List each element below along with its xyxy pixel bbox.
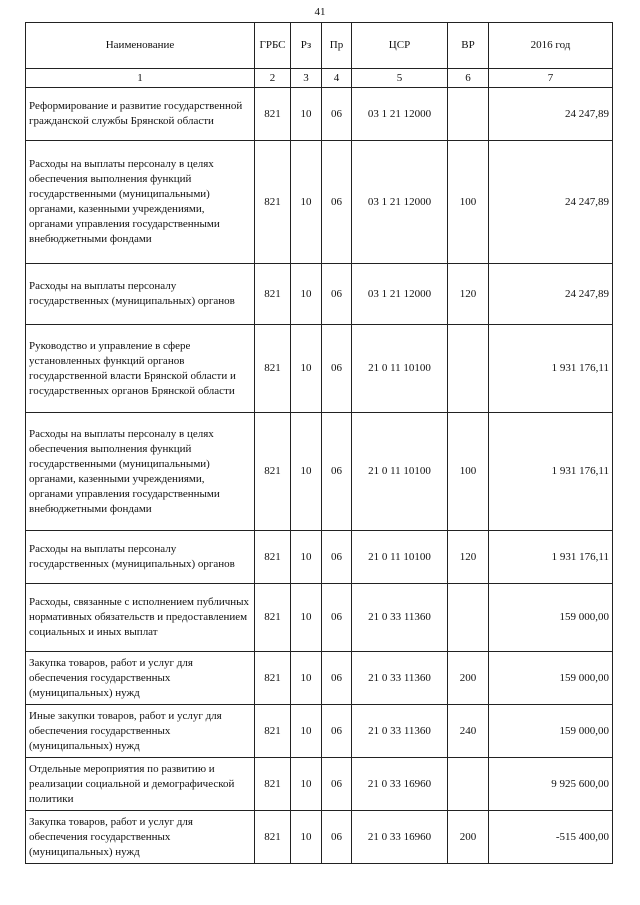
row-grbs: 821	[255, 652, 291, 705]
row-grbs: 821	[255, 141, 291, 264]
row-amount: 159 000,00	[489, 652, 613, 705]
row-vr	[448, 88, 489, 141]
row-rz: 10	[291, 652, 322, 705]
row-vr: 200	[448, 811, 489, 864]
row-pr: 06	[322, 325, 352, 413]
budget-table	[25, 22, 613, 864]
row-name: Закупка товаров, работ и услуг для обеспечения государственных (муниципальных) нужд	[26, 652, 255, 705]
table-row	[26, 413, 613, 531]
row-csr: 21 0 33 11360	[352, 652, 448, 705]
row-amount: 24 247,89	[489, 141, 613, 264]
row-name: Отдельные мероприятия по развитию и реализации социальной и демографической политики	[26, 758, 255, 811]
column-number: 2	[255, 69, 291, 88]
column-number: 6	[448, 69, 489, 88]
row-name: Руководство и управление в сфере установленных функций органов государственной власти Брянской области и государственных органов Брянской области	[26, 325, 255, 413]
table-row	[26, 264, 613, 325]
row-amount: 9 925 600,00	[489, 758, 613, 811]
row-rz: 10	[291, 141, 322, 264]
row-amount: 24 247,89	[489, 264, 613, 325]
header-rz: Рз	[291, 23, 322, 69]
header-pr: Пр	[322, 23, 352, 69]
row-vr: 120	[448, 531, 489, 584]
row-name: Расходы на выплаты персоналу в целях обеспечения выполнения функций государственными (муниципальными) органами, казенными учреждениями, органами управления государственными внебюджетными фондами	[26, 141, 255, 264]
row-rz: 10	[291, 531, 322, 584]
row-grbs: 821	[255, 88, 291, 141]
row-rz: 10	[291, 705, 322, 758]
row-csr: 21 0 11 10100	[352, 325, 448, 413]
row-pr: 06	[322, 88, 352, 141]
table-row	[26, 88, 613, 141]
row-rz: 10	[291, 413, 322, 531]
row-pr: 06	[322, 264, 352, 325]
column-number: 7	[489, 69, 613, 88]
row-vr: 200	[448, 652, 489, 705]
row-csr: 21 0 33 16960	[352, 758, 448, 811]
row-grbs: 821	[255, 531, 291, 584]
table-row	[26, 325, 613, 413]
table-row	[26, 705, 613, 758]
row-pr: 06	[322, 705, 352, 758]
column-number: 4	[322, 69, 352, 88]
row-csr: 21 0 33 11360	[352, 584, 448, 652]
row-pr: 06	[322, 811, 352, 864]
row-vr: 240	[448, 705, 489, 758]
row-vr: 120	[448, 264, 489, 325]
row-amount: 159 000,00	[489, 705, 613, 758]
row-vr: 100	[448, 141, 489, 264]
row-amount: 1 931 176,11	[489, 325, 613, 413]
row-pr: 06	[322, 141, 352, 264]
row-name: Расходы на выплаты персоналу государственных (муниципальных) органов	[26, 264, 255, 325]
row-pr: 06	[322, 652, 352, 705]
row-csr: 03 1 21 12000	[352, 141, 448, 264]
header-name: Наименование	[26, 23, 255, 69]
table-row	[26, 531, 613, 584]
row-rz: 10	[291, 758, 322, 811]
row-grbs: 821	[255, 325, 291, 413]
table-row	[26, 758, 613, 811]
page-number: 41	[314, 6, 326, 18]
row-rz: 10	[291, 88, 322, 141]
row-grbs: 821	[255, 413, 291, 531]
row-csr: 03 1 21 12000	[352, 264, 448, 325]
row-vr: 100	[448, 413, 489, 531]
row-amount: -515 400,00	[489, 811, 613, 864]
row-rz: 10	[291, 264, 322, 325]
row-grbs: 821	[255, 705, 291, 758]
column-number: 3	[291, 69, 322, 88]
table-row	[26, 141, 613, 264]
row-csr: 21 0 11 10100	[352, 531, 448, 584]
row-name: Иные закупки товаров, работ и услуг для обеспечения государственных (муниципальных) нужд	[26, 705, 255, 758]
table-row	[26, 584, 613, 652]
row-name: Закупка товаров, работ и услуг для обеспечения государственных (муниципальных) нужд	[26, 811, 255, 864]
row-grbs: 821	[255, 758, 291, 811]
row-name: Расходы на выплаты персоналу в целях обеспечения выполнения функций государственными (муниципальными) органами, казенными учреждениями, органами управления государственными внебюджетными фондами	[26, 413, 255, 531]
table-row	[26, 811, 613, 864]
column-number: 1	[26, 69, 255, 88]
row-grbs: 821	[255, 811, 291, 864]
header-year: 2016 год	[489, 23, 613, 69]
row-pr: 06	[322, 758, 352, 811]
row-name: Расходы, связанные с исполнением публичных нормативных обязательств и предоставлением социальных и иных выплат	[26, 584, 255, 652]
table-row	[26, 652, 613, 705]
row-csr: 03 1 21 12000	[352, 88, 448, 141]
row-amount: 159 000,00	[489, 584, 613, 652]
header-vr: ВР	[448, 23, 489, 69]
row-pr: 06	[322, 531, 352, 584]
row-vr	[448, 584, 489, 652]
header-grbs: ГРБС	[255, 23, 291, 69]
row-pr: 06	[322, 584, 352, 652]
row-vr	[448, 325, 489, 413]
row-rz: 10	[291, 584, 322, 652]
row-rz: 10	[291, 325, 322, 413]
row-csr: 21 0 11 10100	[352, 413, 448, 531]
row-vr	[448, 758, 489, 811]
row-name: Расходы на выплаты персоналу государственных (муниципальных) органов	[26, 531, 255, 584]
row-amount: 1 931 176,11	[489, 413, 613, 531]
row-name: Реформирование и развитие государственной гражданской службы Брянской области	[26, 88, 255, 141]
row-grbs: 821	[255, 584, 291, 652]
row-pr: 06	[322, 413, 352, 531]
column-number-row	[26, 69, 613, 88]
row-amount: 1 931 176,11	[489, 531, 613, 584]
row-csr: 21 0 33 16960	[352, 811, 448, 864]
row-grbs: 821	[255, 264, 291, 325]
column-number: 5	[352, 69, 448, 88]
row-csr: 21 0 33 11360	[352, 705, 448, 758]
row-rz: 10	[291, 811, 322, 864]
row-amount: 24 247,89	[489, 88, 613, 141]
header-csr: ЦСР	[352, 23, 448, 69]
header-row	[26, 23, 613, 69]
